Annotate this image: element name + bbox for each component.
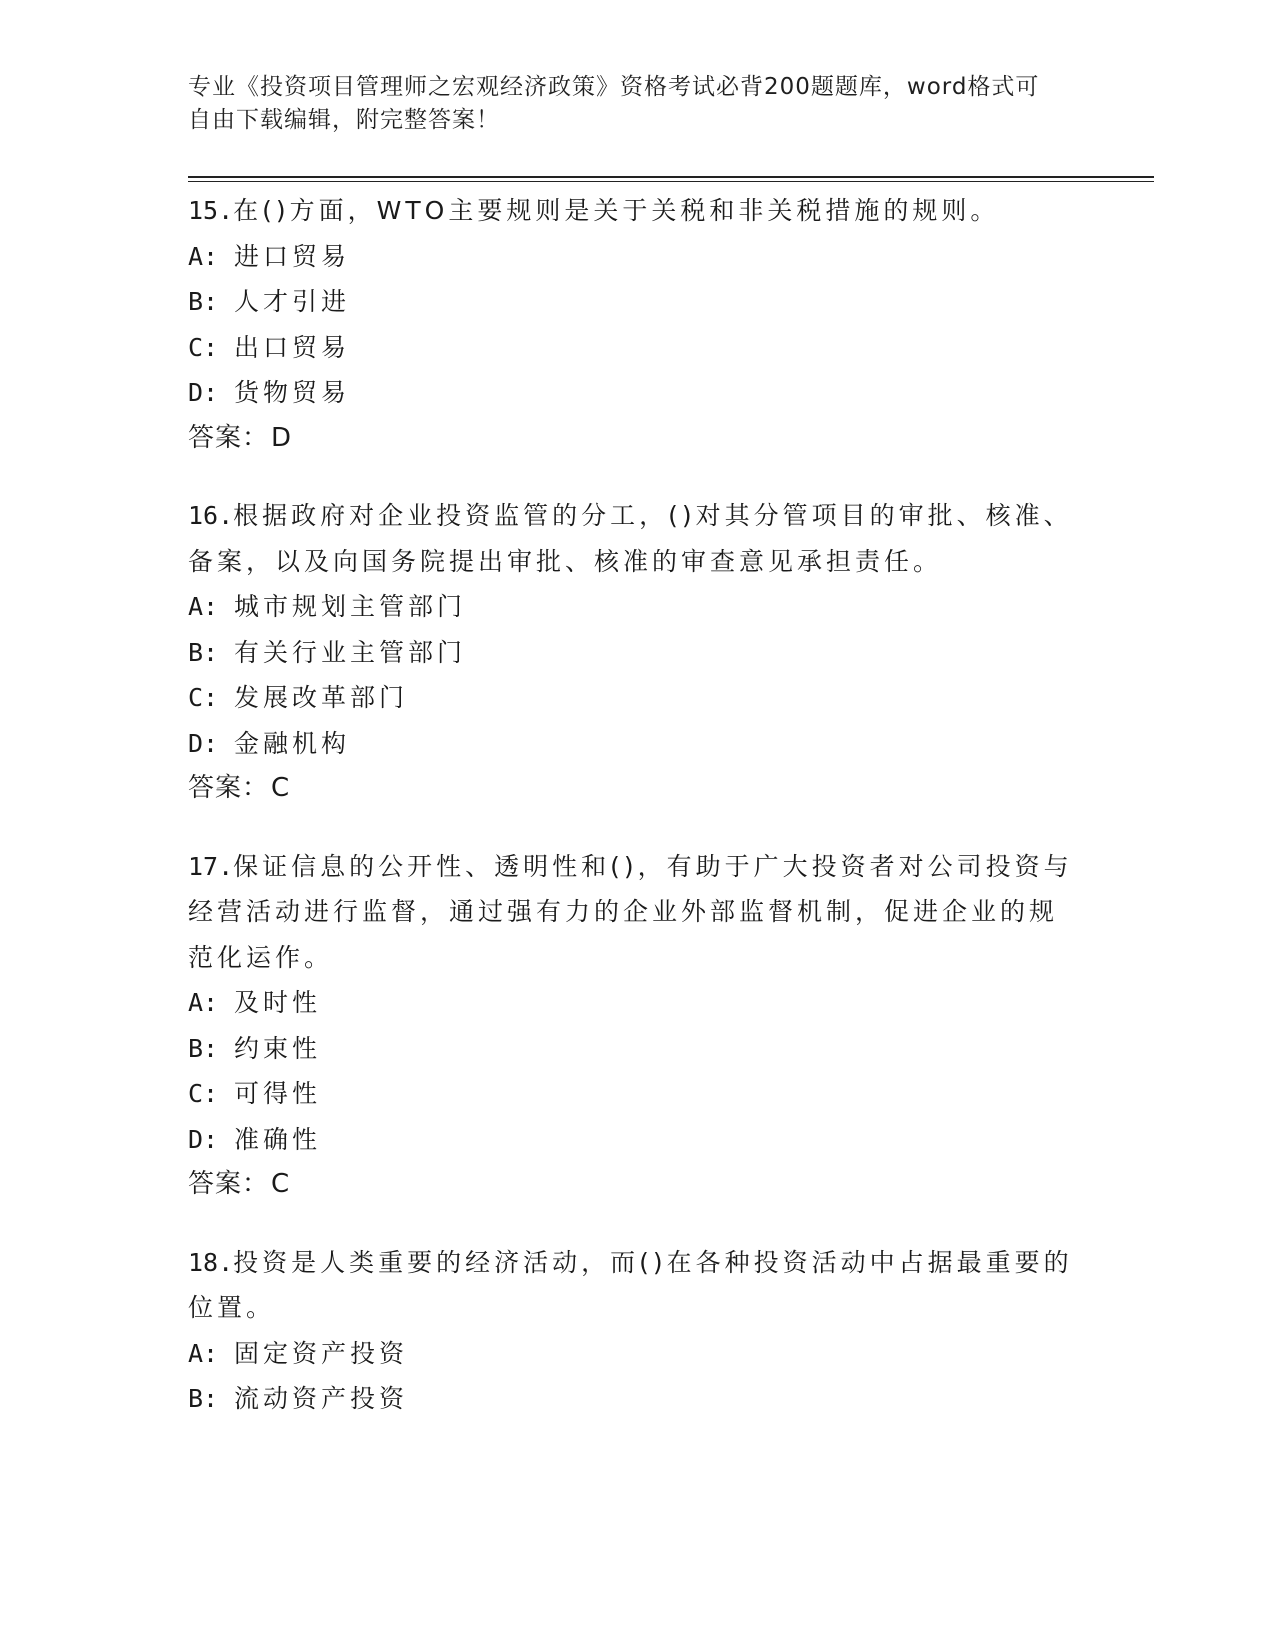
option-text: 固定资产投资 — [234, 1338, 409, 1368]
option-d — [188, 721, 1088, 767]
option-text: 准确性 — [234, 1124, 322, 1154]
answer-label: 答案： — [188, 773, 270, 803]
answer-line — [188, 766, 1088, 812]
option-letter: A: — [188, 592, 219, 621]
question-stem — [188, 1285, 1088, 1331]
option-letter: C: — [188, 1079, 219, 1108]
option-letter: A: — [188, 1338, 219, 1368]
question-stem — [188, 1240, 1088, 1286]
question-17 — [188, 844, 1088, 1208]
option-letter: B: — [188, 287, 219, 316]
option-b — [188, 279, 1088, 325]
option-text: 城市规划主管部门 — [234, 592, 467, 621]
question-stem-line: 根据政府对企业投资监管的分工，()对其分管项目的审批、核准、 — [233, 501, 1073, 530]
question-stem-line: 位置。 — [188, 1293, 276, 1322]
question-stem-line: 保证信息的公开性、透明性和()，有助于广大投资者对公司投资与 — [233, 851, 1073, 881]
option-c — [188, 325, 1088, 371]
option-letter: B: — [188, 1033, 219, 1063]
option-c — [188, 675, 1088, 721]
option-b — [188, 630, 1088, 676]
question-stem — [188, 889, 1088, 935]
option-letter: B: — [188, 1384, 219, 1413]
question-stem-line: 范化运作。 — [188, 942, 334, 972]
option-text: 及时性 — [234, 988, 322, 1017]
option-b — [188, 1376, 1088, 1422]
answer-value: C — [271, 773, 291, 803]
option-a — [188, 234, 1088, 280]
option-letter: A: — [188, 988, 219, 1017]
document-header — [188, 71, 1068, 137]
question-stem-line: 经营活动进行监督，通过强有力的企业外部监督机制，促进企业的规 — [188, 897, 1059, 926]
option-d — [188, 370, 1088, 416]
question-18 — [188, 1240, 1088, 1422]
header-divider-thick — [188, 176, 1154, 178]
question-number: 18. — [188, 1247, 234, 1277]
option-letter: D: — [188, 1124, 219, 1154]
question-number: 16. — [188, 501, 234, 530]
option-a — [188, 980, 1088, 1026]
option-text: 出口贸易 — [234, 332, 351, 362]
option-text: 约束性 — [234, 1033, 322, 1063]
answer-value: C — [271, 1169, 291, 1199]
option-text: 货物贸易 — [234, 378, 351, 407]
question-stem — [188, 844, 1088, 890]
answer-line — [188, 1162, 1088, 1208]
option-letter: C: — [188, 683, 219, 712]
question-stem — [188, 188, 1088, 234]
option-text: 流动资产投资 — [234, 1384, 409, 1413]
option-letter: A: — [188, 241, 219, 271]
question-stem-line: 备案，以及向国务院提出审批、核准的审查意见承担责任。 — [188, 546, 943, 576]
answer-line — [188, 416, 1088, 462]
answer-value: D — [271, 422, 293, 453]
header-line-2: 自由下载编辑，附完整答案！ — [188, 107, 500, 133]
question-number: 17. — [188, 851, 234, 881]
question-number: 15. — [188, 196, 234, 225]
option-a — [188, 1331, 1088, 1377]
question-list — [188, 188, 1088, 1454]
option-a — [188, 584, 1088, 630]
option-d — [188, 1117, 1088, 1163]
option-text: 发展改革部门 — [234, 683, 409, 712]
answer-label: 答案： — [188, 1169, 270, 1199]
question-stem — [188, 539, 1088, 585]
option-text: 金融机构 — [234, 728, 351, 758]
question-16 — [188, 493, 1088, 812]
option-letter: B: — [188, 637, 219, 667]
option-letter: D: — [188, 378, 219, 407]
header-divider-thin — [188, 181, 1154, 182]
answer-label: 答案： — [188, 422, 270, 453]
option-text: 进口贸易 — [234, 241, 351, 271]
option-text: 有关行业主管部门 — [234, 637, 467, 667]
option-b — [188, 1026, 1088, 1072]
question-stem — [188, 935, 1088, 981]
option-text: 可得性 — [234, 1079, 322, 1108]
option-letter: D: — [188, 728, 219, 758]
question-15 — [188, 188, 1088, 461]
header-line-1: 专业《投资项目管理师之宏观经济政策》资格考试必背200题题库，word格式可 — [188, 74, 1040, 100]
option-text: 人才引进 — [234, 287, 351, 316]
option-letter: C: — [188, 332, 219, 362]
question-stem-line: 投资是人类重要的经济活动，而()在各种投资活动中占据最重要的 — [233, 1247, 1073, 1277]
option-c — [188, 1071, 1088, 1117]
question-stem-text: 在()方面，WTO主要规则是关于关税和非关税措施的规则。 — [233, 196, 1000, 225]
question-stem — [188, 493, 1088, 539]
